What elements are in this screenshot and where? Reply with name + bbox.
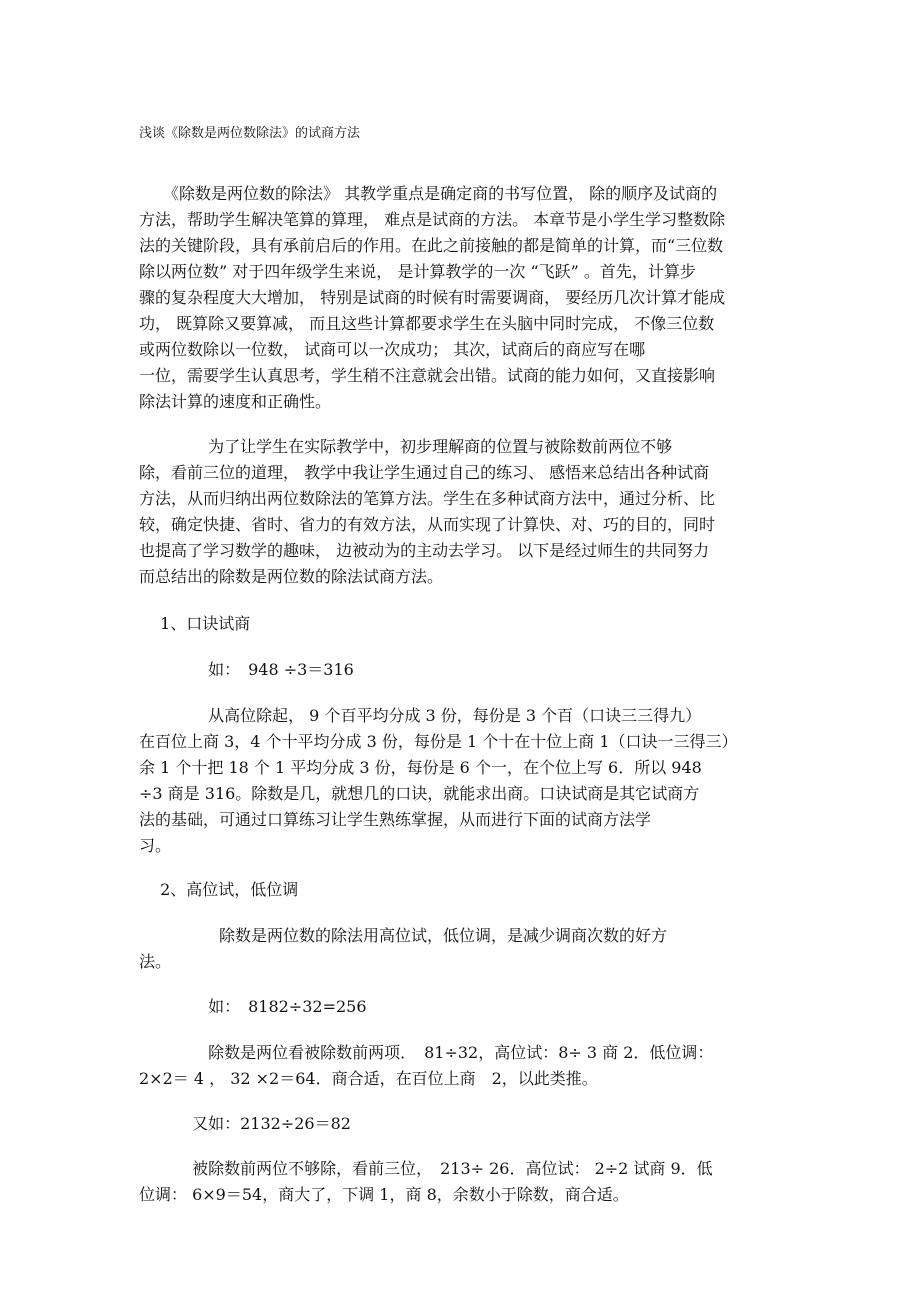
- text-line: 被除数前两位不够除，看前三位， 213÷ 26．高位试： 2÷2 试商 9．低: [139, 1159, 713, 1178]
- text-line: 除数是两位数的除法用高位试，低位调，是减少调商次数的好方: [139, 926, 668, 945]
- text-line: 法的基础，可通过口算练习让学生熟练掌握，从而进行下面的试商方法学: [139, 810, 652, 829]
- example-line: 又如：2132÷26＝82: [139, 1114, 351, 1133]
- document-title: 浅谈《除数是两位数除法》的试商方法: [139, 126, 361, 141]
- text-line: 除法计算的速度和正确性。: [139, 392, 332, 411]
- section-heading: 1、口诀试商: [139, 614, 251, 633]
- text-line: 在百位上商 3，4 个十平均分成 3 份，每份是 1 个十在十位上商 1（口诀一三得三）: [139, 732, 738, 751]
- text-line: 位调： 6×9＝54，商大了，下调 1，商 8，余数小于除数，商合适。: [139, 1185, 629, 1204]
- text-line: 较，确定快捷、省时、省力的有效方法，从而实现了计算快、对、巧的目的，同时: [139, 515, 716, 534]
- text-line: 或两位数除以一位数， 试商可以一次成功； 其次，试商后的商应写在哪: [139, 340, 646, 359]
- text-line: 法。: [139, 952, 172, 971]
- example-line: 如： 948 ÷3＝316: [139, 660, 354, 679]
- text-line: 2×2＝ 4 ， 32 ×2＝64．商合适，在百位上商 2，以此类推。: [139, 1069, 598, 1088]
- text-line: 除以两位数” 对于四年级学生来说， 是计算教学的一次 “飞跃” 。首先，计算步: [139, 262, 696, 281]
- text-line: 一位，需要学生认真思考，学生稍不注意就会出错。试商的能力如何，又直接影响: [139, 366, 716, 385]
- text-line: 从高位除起， 9 个百平均分成 3 份，每份是 3 个百（口诀三三得九）: [139, 706, 702, 725]
- text-line: ÷3 商是 316。除数是几，就想几的口诀，就能求出商。口诀试商是其它试商方: [139, 784, 700, 803]
- text-line: 功， 既算除又要算减， 而且这些计算都要求学生在头脑中同时完成， 不像三位数: [139, 314, 715, 333]
- example-line: 如： 8182÷32=256: [139, 997, 367, 1016]
- text-line: 余 1 个十把 18 个 1 平均分成 3 份，每份是 6 个一，在个位上写 6．所以 948: [139, 758, 702, 777]
- text-line: 习。: [139, 836, 172, 855]
- text-line: 骤的复杂程度大大增加， 特别是试商的时候有时需要调商， 要经历几次计算才能成: [139, 288, 726, 307]
- section-heading: 2、高位试，低位调: [139, 880, 299, 899]
- text-line: 而总结出的除数是两位数的除法试商方法。: [139, 567, 444, 586]
- text-line: 为了让学生在实际教学中，初步理解商的位置与被除数前两位不够: [139, 437, 673, 456]
- text-line: 法的关键阶段，具有承前启后的作用。在此之前接触的都是简单的计算，而“三位数: [139, 236, 724, 255]
- text-line: 方法，从而归纳出两位数除法的笔算方法。学生在多种试商方法中，通过分析、比: [139, 489, 716, 508]
- text-line: 也提高了学习数学的趣味， 边被动为的主动去学习。 以下是经过师生的共同努力: [139, 541, 710, 560]
- text-line: 方法，帮助学生解决笔算的算理， 难点是试商的方法。 本章节是小学生学习整数除: [139, 210, 726, 229]
- text-line: 《除数是两位数的除法》 其教学重点是确定商的书写位置， 除的顺序及试商的: [139, 184, 718, 203]
- text-line: 除数是两位看被除数前两项． 81÷32，高位试：8÷ 3 商 2．低位调：: [139, 1043, 714, 1062]
- text-line: 除，看前三位的道理， 教学中我让学生通过自己的练习、 感悟来总结出各种试商: [139, 463, 710, 482]
